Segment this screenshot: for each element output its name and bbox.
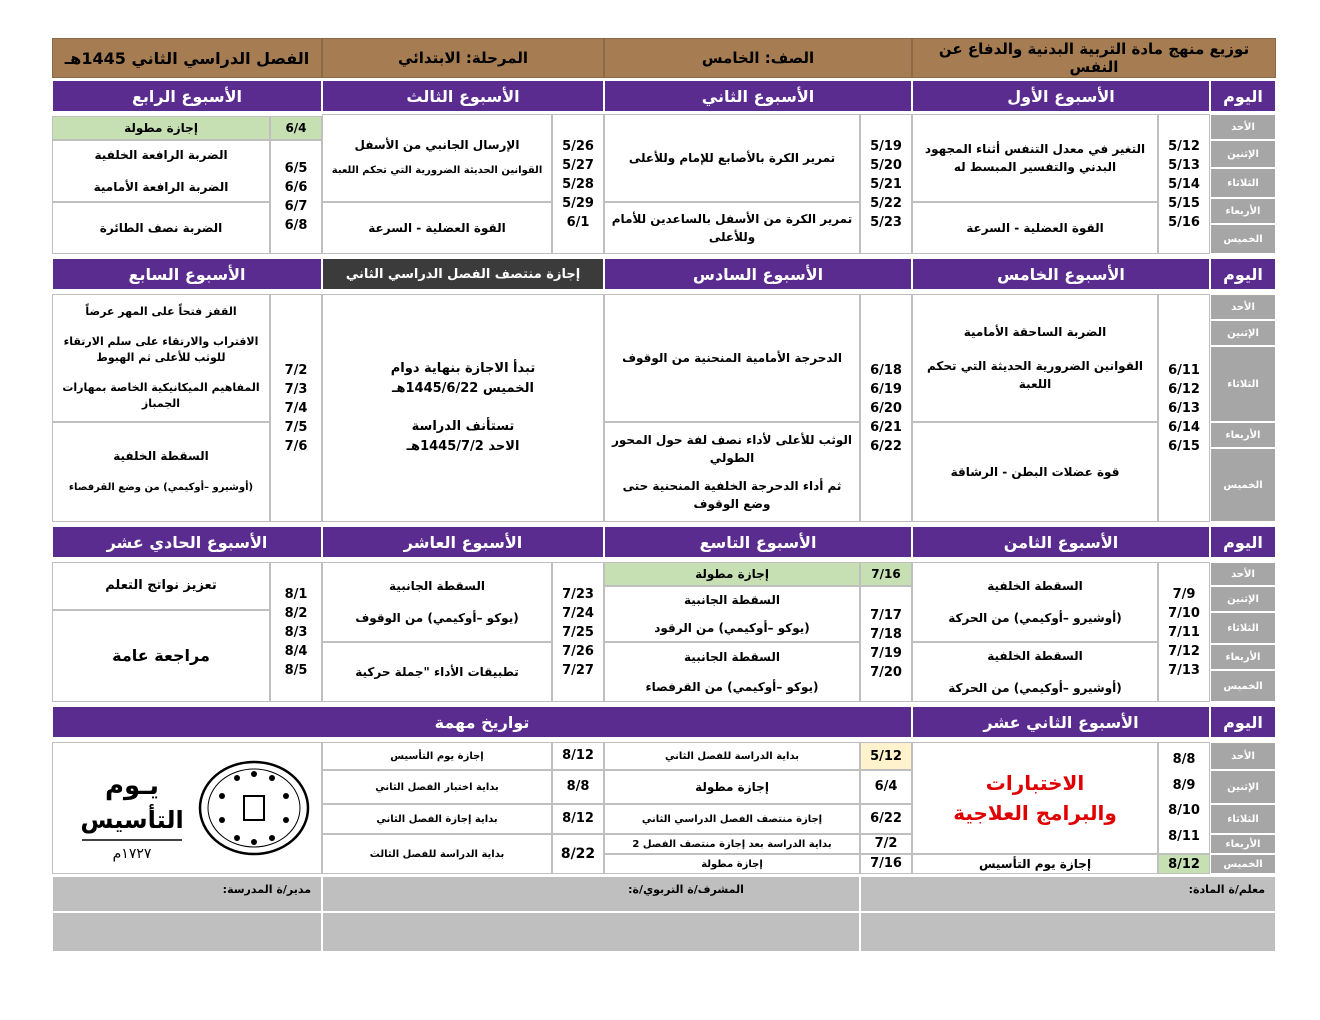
imp-b-text-4: بداية الدراسة للفصل الثالث bbox=[322, 834, 552, 874]
week-9-topic-b: السقطة الجانبية (يوكو –أوكيمي) من القرفصاء bbox=[604, 642, 860, 702]
midbreak-title: إجازة منتصف الفصل الدراسي الثاني bbox=[322, 258, 604, 290]
week-12-founding: إجازة يوم التأسيس bbox=[912, 854, 1158, 874]
week-6-topic-a: الدحرجة الأمامية المنحنية من الوقوف bbox=[604, 294, 860, 422]
day-header-3: اليوم bbox=[1210, 526, 1276, 558]
principal-signature[interactable] bbox=[52, 912, 322, 952]
imp-a-text-4: بداية الدراسة بعد إجازة منتصف الفصل 2 bbox=[604, 834, 860, 854]
week-5-title: الأسبوع الخامس bbox=[912, 258, 1210, 290]
week-11-topic-a: تعزيز نواتج التعلم bbox=[52, 562, 270, 610]
week-9-dates: 7/17 7/18 7/19 7/20 bbox=[860, 586, 912, 702]
week-8-topic-b: السقطة الخلفية (أوشيرو –أوكيمي) من الحركة bbox=[912, 642, 1158, 702]
week-8-dates: 7/9 7/10 7/11 7/12 7/13 bbox=[1158, 562, 1210, 702]
week-5-topic-b: قوة عضلات البطن - الرشاقة bbox=[912, 422, 1158, 522]
week-11-title: الأسبوع الحادي عشر bbox=[52, 526, 322, 558]
week-12-exams: الاختبارات والبرامج العلاجية bbox=[912, 742, 1158, 854]
week-8-title: الأسبوع الثامن bbox=[912, 526, 1210, 558]
day-mon: الإثنين bbox=[1210, 140, 1276, 168]
week-7-dates: 7/2 7/3 7/4 7/5 7/6 bbox=[270, 294, 322, 522]
week-7-topic-b: السقطة الخلفية (أوشيرو –أوكيمي) من وضع القرفصاء bbox=[52, 422, 270, 522]
grade-label: الصف: الخامس bbox=[604, 38, 912, 78]
week-2-dates: 5/19 5/20 5/21 5/22 5/23 bbox=[860, 114, 912, 254]
week-5-topic-a: الضربة الساحقة الأمامية القوانين الضرورية الحديثة التي تحكم اللعبة bbox=[912, 294, 1158, 422]
week-12-founding-date: 8/12 bbox=[1158, 854, 1210, 874]
week-1-topic-b: القوة العضلية - السرعة bbox=[912, 202, 1158, 254]
important-dates-title: تواريخ مهمة bbox=[52, 706, 912, 738]
week-10-title: الأسبوع العاشر bbox=[322, 526, 604, 558]
stage-label: المرحلة: الابتدائي bbox=[322, 38, 604, 78]
principal-label: مدير/ة المدرسة: bbox=[52, 876, 322, 912]
week-6-dates: 6/18 6/19 6/20 6/21 6/22 bbox=[860, 294, 912, 522]
week-11-topic-b: مراجعة عامة bbox=[52, 610, 270, 702]
day-tue: الثلاثاء bbox=[1210, 168, 1276, 198]
week-2-topic-a: تمرير الكرة بالأصابع للإمام وللأعلى bbox=[604, 114, 860, 202]
day-header: اليوم bbox=[1210, 80, 1276, 112]
imp-a-date-4: 7/2 bbox=[860, 834, 912, 854]
semester-label: الفصل الدراسي الثاني 1445هـ bbox=[52, 38, 322, 78]
imp-b-date-3: 8/12 bbox=[552, 804, 604, 834]
imp-a-date-5: 7/16 bbox=[860, 854, 912, 874]
imp-a-text-5: إجازة مطولة bbox=[604, 854, 860, 874]
imp-a-text-1: بداية الدراسة للفصل الثاني bbox=[604, 742, 860, 770]
day-thu-4: الخميس bbox=[1210, 854, 1276, 874]
week-6-topic-b: الوثب للأعلى لأداء نصف لفة حول المحور الطولي ثم أداء الدحرجة الخلفية المنحنية حتى وضع الوقوف bbox=[604, 422, 860, 522]
week-5-dates: 6/11 6/12 6/13 6/14 6/15 bbox=[1158, 294, 1210, 522]
day-wed-2: الأربعاء bbox=[1210, 422, 1276, 448]
week-4-title: الأسبوع الرابع bbox=[52, 80, 322, 112]
day-header-4: اليوم bbox=[1210, 706, 1276, 738]
day-tue-3: الثلاثاء bbox=[1210, 612, 1276, 644]
week-2-title: الأسبوع الثاني bbox=[604, 80, 912, 112]
week-9-title: الأسبوع التاسع bbox=[604, 526, 912, 558]
midbreak-info: تبدأ الاجازة بنهاية دوام الخميس 1445/6/22هـ تستأنف الدراسة الاحد 1445/7/2هـ bbox=[322, 294, 604, 522]
day-mon-3: الإثنين bbox=[1210, 586, 1276, 612]
day-mon-4: الإثنين bbox=[1210, 770, 1276, 804]
teacher-label: معلم/ة المادة: bbox=[860, 876, 1276, 912]
day-sun-2: الأحد bbox=[1210, 294, 1276, 320]
week-3-topic-b: القوة العضلية - السرعة bbox=[322, 202, 552, 254]
week-12-title: الأسبوع الثاني عشر bbox=[912, 706, 1210, 738]
day-tue-4: الثلاثاء bbox=[1210, 804, 1276, 834]
week-6-title: الأسبوع السادس bbox=[604, 258, 912, 290]
logo-word-2: التأسيس bbox=[80, 806, 184, 834]
day-sun-3: الأحد bbox=[1210, 562, 1276, 586]
week-7-title: الأسبوع السابع bbox=[52, 258, 322, 290]
day-wed-4: الأربعاء bbox=[1210, 834, 1276, 854]
founding-day-logo bbox=[52, 742, 322, 874]
week-12-dates: 8/8 8/9 8/10 8/11 bbox=[1158, 742, 1210, 854]
week-1-topic-a: التغير في معدل التنفس أثناء المجهود البدني والتفسير المبسط له bbox=[912, 114, 1158, 202]
imp-b-date-1: 8/12 bbox=[552, 742, 604, 770]
day-wed-3: الأربعاء bbox=[1210, 644, 1276, 670]
day-thu-3: الخميس bbox=[1210, 670, 1276, 702]
week-4-topic-b: الضربة نصف الطائرة bbox=[52, 202, 270, 254]
imp-a-date-1: 5/12 bbox=[860, 742, 912, 770]
founding-day-emblem bbox=[62, 748, 312, 868]
week-1-dates: 5/12 5/13 5/14 5/15 5/16 bbox=[1158, 114, 1210, 254]
imp-a-date-3: 6/22 bbox=[860, 804, 912, 834]
supervisor-label: المشرف/ة التربوي/ة: bbox=[322, 876, 860, 912]
day-tue-2: الثلاثاء bbox=[1210, 346, 1276, 422]
imp-b-text-1: إجازة يوم التأسيس bbox=[322, 742, 552, 770]
week-4-holiday: إجازة مطولة bbox=[52, 116, 270, 140]
week-1-title: الأسبوع الأول bbox=[912, 80, 1210, 112]
teacher-signature[interactable] bbox=[860, 912, 1276, 952]
day-thu-2: الخميس bbox=[1210, 448, 1276, 522]
week-10-topic-b: تطبيقات الأداء "جملة حركية bbox=[322, 642, 552, 702]
supervisor-signature[interactable] bbox=[322, 912, 860, 952]
week-7-topic-a: القفز فتحاً على المهر عرضاً الاقتراب والارتقاء على سلم الارتقاء للوثب للأعلى ثم الهبوط المفاهيم الميكانيكية الخاصة بمهارات الجمباز bbox=[52, 294, 270, 422]
week-10-topic-a: السقطة الجانبية (يوكو –أوكيمي) من الوقوف bbox=[322, 562, 552, 642]
week-4-holiday-date: 6/4 bbox=[270, 116, 322, 140]
imp-a-date-2: 6/4 bbox=[860, 770, 912, 804]
imp-b-text-3: بداية إجازة الفصل الثاني bbox=[322, 804, 552, 834]
day-sun: الأحد bbox=[1210, 114, 1276, 140]
week-9-holiday-date: 7/16 bbox=[860, 562, 912, 586]
day-wed: الأربعاء bbox=[1210, 198, 1276, 224]
week-3-dates: 5/26 5/27 5/28 5/29 6/1 bbox=[552, 114, 604, 254]
week-2-topic-b: تمرير الكرة من الأسفل بالساعدين للأمام وللأعلى bbox=[604, 202, 860, 254]
week-9-topic-a: السقطة الجانبية (يوكو –أوكيمي) من الرقود bbox=[604, 586, 860, 642]
imp-a-text-2: إجازة مطولة bbox=[604, 770, 860, 804]
week-11-dates: 8/1 8/2 8/3 8/4 8/5 bbox=[270, 562, 322, 702]
imp-b-text-2: بداية اختبار الفصل الثاني bbox=[322, 770, 552, 804]
imp-b-date-4: 8/22 bbox=[552, 834, 604, 874]
day-thu: الخميس bbox=[1210, 224, 1276, 254]
week-3-title: الأسبوع الثالث bbox=[322, 80, 604, 112]
day-mon-2: الإثنين bbox=[1210, 320, 1276, 346]
week-3-topic-a: الإرسال الجانبي من الأسفل القوانين الحديثة الضرورية التي تحكم اللعبة bbox=[322, 114, 552, 202]
day-sun-4: الأحد bbox=[1210, 742, 1276, 770]
week-10-dates: 7/23 7/24 7/25 7/26 7/27 bbox=[552, 562, 604, 702]
day-header-2: اليوم bbox=[1210, 258, 1276, 290]
logo-year: ١٧٢٧م bbox=[112, 846, 152, 862]
week-4-dates: 6/5 6/6 6/7 6/8 bbox=[270, 140, 322, 254]
imp-a-text-3: إجازة منتصف الفصل الدراسي الثاني bbox=[604, 804, 860, 834]
logo-word-1: يـوم bbox=[104, 771, 160, 801]
doc-title: توزيع منهج مادة التربية البدنية والدفاع عن النفس bbox=[912, 38, 1276, 78]
week-9-holiday: إجازة مطولة bbox=[604, 562, 860, 586]
imp-b-date-2: 8/8 bbox=[552, 770, 604, 804]
week-8-topic-a: السقطة الخلفية (أوشيرو –أوكيمي) من الحركة bbox=[912, 562, 1158, 642]
week-4-topic-a: الضربة الرافعة الخلفية الضربة الرافعة الأمامية bbox=[52, 140, 270, 202]
